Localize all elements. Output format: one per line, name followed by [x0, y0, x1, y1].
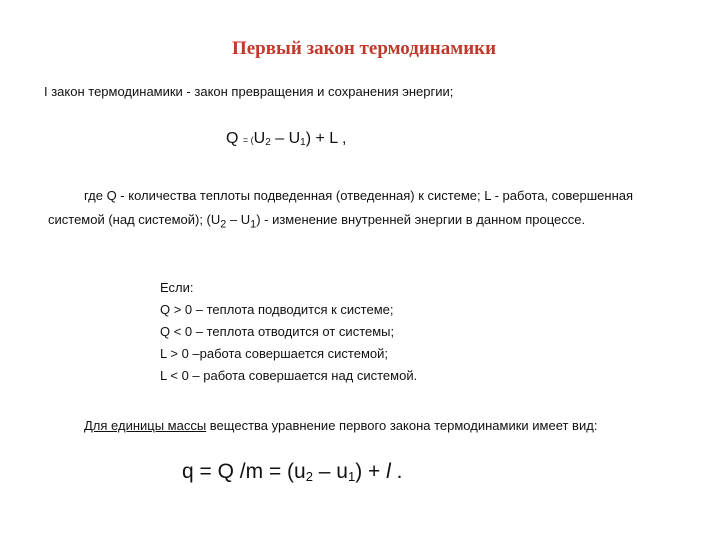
formula2-a: q = Q /m = (u [182, 460, 306, 483]
definition-sub1: 1 [250, 218, 257, 231]
definition-text-a: где Q - количества теплоты подведенная (отведенная) к системе; L - работа, совершенная системой (над системой); (U [48, 188, 634, 227]
formula-minus: – [270, 130, 289, 147]
definition-sub2: 2 [220, 218, 227, 231]
formula2-l: l [386, 460, 391, 483]
condition-item: Q < 0 – теплота отводится от системы; [160, 324, 395, 339]
definition-paragraph [48, 184, 648, 237]
specific-formula [182, 460, 403, 484]
conditions-heading: Если: [160, 280, 194, 295]
condition-item: Q > 0 – теплота подводится к системе; [160, 302, 394, 317]
formula2-sub1: 1 [347, 469, 356, 484]
intro-text: I закон термодинамики - закон превращения и сохранения энергии; [44, 84, 454, 99]
formula2-c: ) + [355, 460, 387, 483]
condition-item: L < 0 – работа совершается над системой. [160, 368, 418, 383]
formula2-d: . [390, 460, 403, 483]
formula-u2: U [253, 130, 266, 147]
definition-mid: – U [226, 212, 251, 227]
formula-eq: = ( [242, 135, 254, 145]
conditions-list [160, 277, 417, 387]
page-title: Первый закон термодинамики [231, 38, 497, 59]
condition-item: L > 0 –работа совершается системой; [160, 346, 388, 361]
formula2-b: – u [312, 460, 348, 483]
unit-mass-rest: вещества уравнение первого закона термодинамики имеет вид: [206, 418, 598, 433]
formula-tail: ) + L , [305, 130, 347, 147]
first-law-formula [226, 130, 346, 148]
unit-mass-underlined: Для единицы массы [84, 418, 207, 433]
definition-text-b: ) - изменение внутренней энергии в данном процессе. [256, 212, 586, 227]
formula-q: Q [226, 130, 239, 147]
formula-u1: U [288, 130, 301, 147]
formula2-sub2: 2 [305, 469, 313, 484]
formula-u2-sub: 2 [265, 137, 271, 148]
unit-mass-paragraph [48, 414, 658, 438]
formula-u1-sub: 1 [300, 137, 306, 148]
